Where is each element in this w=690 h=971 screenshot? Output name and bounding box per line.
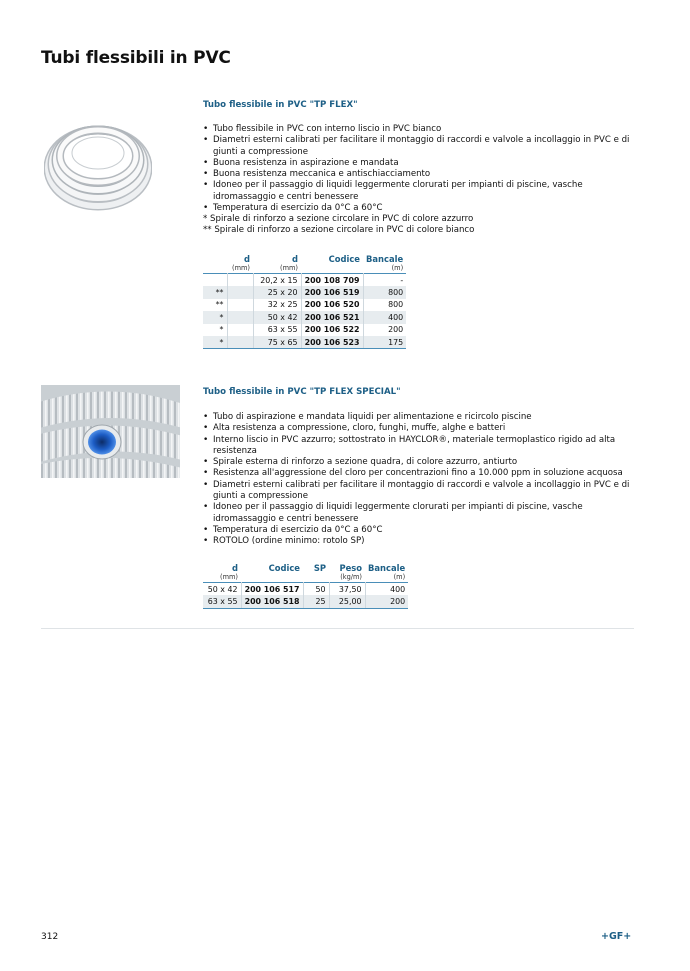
cell-pallet: 400 [363,311,406,323]
note-double-star: ** Spirale di rinforzo a sezione circolare in PVC di colore bianco [203,225,475,236]
unit-label: (mm) [232,264,250,272]
table-row [203,324,406,336]
cell-d1 [227,274,253,287]
cell-d1 [227,336,253,349]
col-header-bancale: Bancale [366,253,404,264]
cell-code: 200 108 709 [301,274,363,287]
cell-sp: 50 [303,583,329,596]
page-title: Tubi flessibili in PVC [41,48,231,68]
table-row [203,274,406,287]
note-single-star: * Spirale di rinforzo a sezione circolare in PVC di colore azzurro [203,214,474,224]
tp-flex-table [203,253,406,349]
cell-code: 200 106 518 [241,595,303,608]
unit-label: (mm) [280,264,298,272]
row-mark: * [203,311,227,323]
cell-d2: 32 x 25 [253,299,301,311]
feature-item: • Buona resistenza in aspirazione e mandata [203,158,643,169]
row-mark [203,274,227,287]
table-row [203,286,406,298]
feature-item: • Alta resistenza a compressione, cloro, funghi, muffe, alghe e batteri [203,423,643,434]
tp-flex-special-features [203,412,643,548]
feature-item: • Tubo flessibile in PVC con interno liscio in PVC bianco [203,124,643,135]
section-divider [41,628,634,629]
table-header-row [203,562,408,573]
cell-pallet: - [363,274,406,287]
cell-pallet: 200 [363,324,406,336]
unit-label: (kg/m) [340,573,362,581]
unit-label [301,264,363,274]
tp-flex-hose-image [44,117,152,215]
cell-sp: 25 [303,595,329,608]
feature-item: • Buona resistenza meccanica e antischiacciamento [203,169,643,180]
row-mark: ** [215,300,224,310]
cell-code: 200 106 522 [301,324,363,336]
table-row [203,595,408,608]
cell-code: 200 106 520 [301,299,363,311]
feature-item: • ROTOLO (ordine minimo: rotolo SP) [203,536,643,547]
cell-d2: 50 x 42 [253,311,301,323]
table-units-row [203,573,408,583]
col-header-d: d [232,562,238,573]
gf-logo: +GF+ [601,931,632,942]
row-mark: ** [203,286,227,298]
cell-code: 200 106 519 [301,286,363,298]
unit-label: (mm) [220,573,238,581]
page-number: 312 [41,932,59,942]
feature-item: • Tubo di aspirazione e mandata liquidi per alimentazione e ricircolo piscine [203,412,643,423]
row-mark: * [219,325,224,335]
cell-d2: 75 x 65 [253,336,301,349]
cell-d2: 25 x 20 [253,286,301,298]
tp-flex-special-title: Tubo flessibile in PVC "TP FLEX SPECIAL" [203,387,401,397]
feature-item: • Diametri esterni calibrati per facilitare il montaggio di raccordi e valvole a incollaggio in PVC e di giunti a compressione [203,135,643,158]
tp-flex-title: Tubo flessibile in PVC "TP FLEX" [203,100,358,110]
col-header-d: d [292,253,298,264]
col-header-codice: Codice [268,562,300,573]
cell-d1 [227,299,253,311]
col-header-peso: Peso [339,562,362,573]
cell-d1 [227,286,253,298]
cell-weight: 37,50 [329,583,365,596]
tp-flex-special-hose-image [41,385,180,478]
feature-item: • Spirale esterna di rinforzo a sezione quadra, di colore azzurro, antiurto [203,457,643,468]
feature-item: • Resistenza all'aggressione del cloro per concentrazioni fino a 10.000 ppm in soluzione acquosa [203,468,643,479]
col-header-codice: Codice [328,253,360,264]
table-header-row [203,253,406,264]
cell-code: 200 106 517 [241,583,303,596]
cell-pallet: 400 [365,583,408,596]
table-row [203,299,406,311]
cell-weight: 25,00 [329,595,365,608]
cell-d2: 20,2 x 15 [253,274,301,287]
tp-flex-special-table [203,562,408,609]
col-header-bancale: Bancale [368,562,406,573]
table-row [203,311,406,323]
cell-pallet: 175 [363,336,406,349]
unit-label: (m) [391,264,404,272]
feature-item: • Idoneo per il passaggio di liquidi leggermente clorurati per impianti di piscine, vasche idromassaggio e centri benessere [203,180,643,203]
table-row [203,336,406,349]
unit-label [241,573,303,583]
cell-d1 [227,324,253,336]
cell-code: 200 106 523 [301,336,363,349]
cell-pallet: 200 [365,595,408,608]
feature-item: • Diametri esterni calibrati per facilitare il montaggio di raccordi e valvole a incollaggio in PVC e di giunti a compressione [203,480,643,503]
tp-flex-features [203,124,643,214]
table-row [203,583,408,596]
cell-pallet: 800 [363,286,406,298]
col-header-d: d [244,253,250,264]
feature-item: • Temperatura di esercizio da 0°C a 60°C [203,203,643,214]
unit-label [303,573,329,583]
feature-item: • Idoneo per il passaggio di liquidi leggermente clorurati per impianti di piscine, vasche idromassaggio e centri benessere [203,502,643,525]
cell-d: 63 x 55 [203,595,241,608]
col-header-sp: SP [313,562,326,573]
unit-label: (m) [393,573,406,581]
cell-code: 200 106 521 [301,311,363,323]
row-mark: * [203,336,227,349]
tp-flex-notes [203,214,474,237]
cell-pallet: 800 [363,299,406,311]
table-units-row [203,264,406,274]
cell-d1 [227,311,253,323]
feature-item: • Interno liscio in PVC azzurro; sottostrato in HAYCLOR®, materiale termoplastico rigido ad alta resistenza [203,435,643,458]
cell-d2: 63 x 55 [253,324,301,336]
feature-item: • Temperatura di esercizio da 0°C a 60°C [203,525,643,536]
cell-d: 50 x 42 [207,584,238,594]
